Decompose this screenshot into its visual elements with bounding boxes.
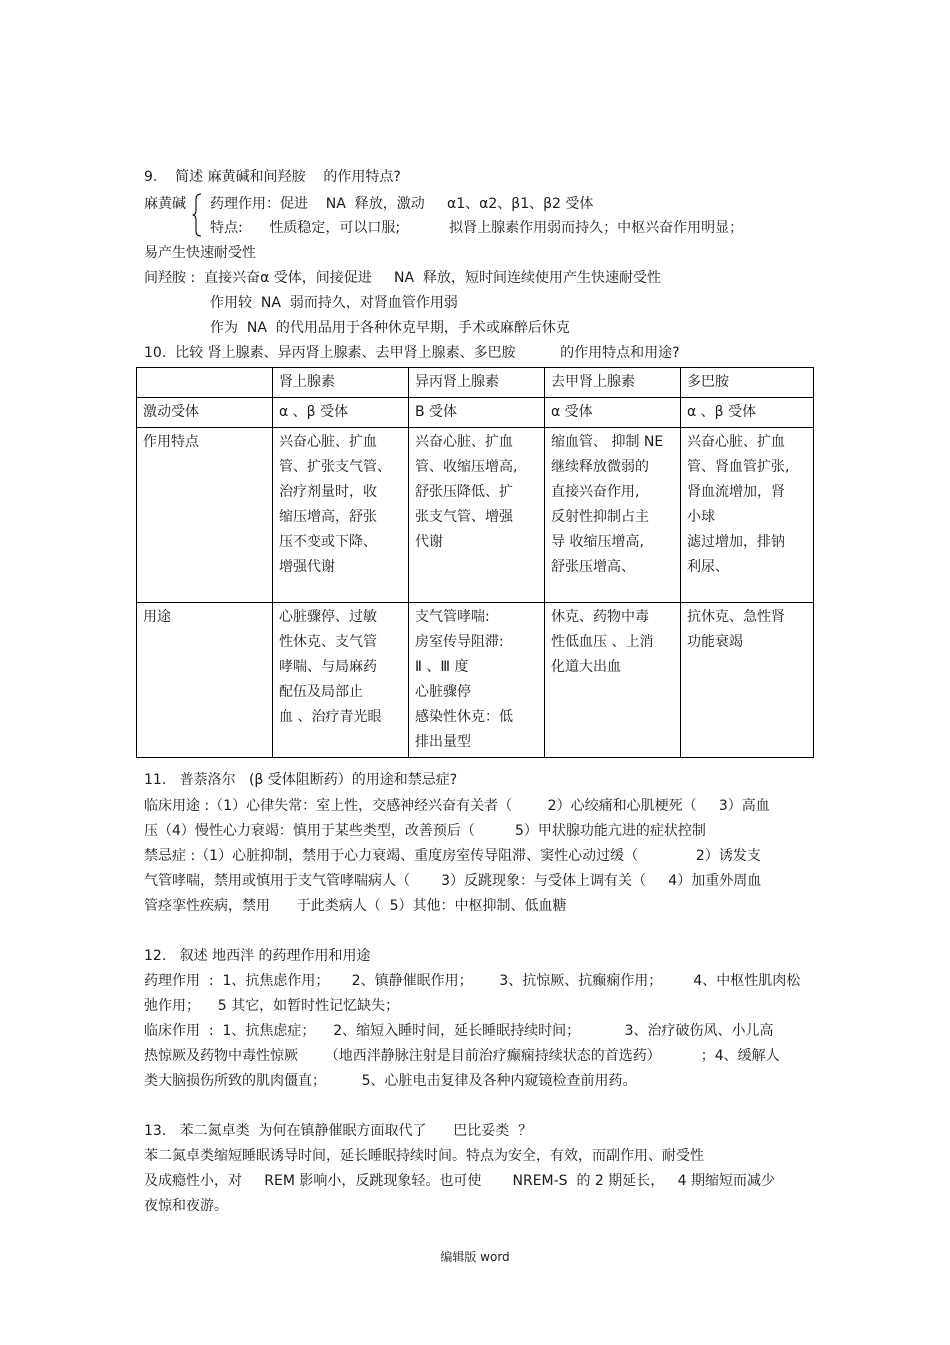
curly-brace-icon [192,193,202,237]
table-cell: α 受体 [545,398,681,428]
q9-line6: 作为 NA 的代用品用于各种休克早期，手术或麻醉后休克 [210,320,570,336]
comparison-table [136,367,814,758]
table-cell: 兴奋心脏、扩血 管、扩张支气管、 治疗剂量时，收 缩压增高，舒张 压不变或下降、 增强代谢 [273,428,409,603]
q13-line1: 苯二氮卓类缩短睡眠诱导时间，延长睡眠持续时间。特点为安全，有效，而副作用、耐受性 [144,1148,704,1164]
q9-line2: 特点: 性质稳定，可以口服; 拟肾上腺素作用弱而持久；中枢兴奋作用明显； [210,220,744,236]
q11-title: 11. 普萘洛尔 (β 受体阻断药）的用途和禁忌症? [144,772,458,788]
table-header-cell: 肾上腺素 [273,368,409,398]
q9-line4: 间羟胺 : 直接兴奋α 受体，间接促进 NA 释放，短时间连续使用产生快速耐受性 [144,270,661,286]
table-header-row [137,368,814,398]
table-cell: 缩血管、 抑制 NE 继续释放微弱的 直接兴奋作用, 反射性抑制占主 导 收缩压增高, 舒张压增高、 [545,428,681,603]
q12-line4: 热惊厥及药物中毒性惊厥 （地西泮静脉注射是目前治疗癫痫持续状态的首选药） ；4、缓解人 [144,1048,780,1064]
table-row [137,603,814,758]
q9-line1: 药理作用：促进 NA 释放，激动 α1、α2、β1、β2 受体 [210,196,594,212]
q12-line1: 药理作用 : 1、抗焦虑作用； 2、镇静催眠作用； 3、抗惊厥、抗癫痫作用； 4、中枢性肌肉松 [144,973,801,989]
table-row [137,398,814,428]
table-cell: 休克、药物中毒 性低血压 、上消 化道大出血 [545,603,681,758]
q10-title: 10. 比较 肾上腺素、异丙肾上腺素、去甲肾上腺素、多巴胺 的作用特点和用途? [144,345,680,361]
row-label: 用途 [137,603,273,758]
q9-line3: 易产生快速耐受性 [144,245,256,261]
table-cell: 支气管哮喘: 房室传导阻滞: Ⅱ 、Ⅲ 度 心脏骤停 感染性休克：低 排出量型 [409,603,545,758]
q11-line5: 管痉挛性疾病，禁用 于此类病人（ 5）其他：中枢抑制、低血糖 [144,898,567,914]
q13-title: 13. 苯二氮卓类 为何在镇静催眠方面取代了 巴比妥类 ？ [144,1123,533,1139]
table-header-cell: 去甲肾上腺素 [545,368,681,398]
table-header-cell: 多巴胺 [681,368,814,398]
q11-line1: 临床用途 :（1）心律失常：室上性，交感神经兴奋有关者（ 2）心绞痛和心肌梗死（ 3）高血 [144,798,770,814]
table-cell: Β 受体 [409,398,545,428]
table-cell: 心脏骤停、过敏 性休克、支气管 哮喘、与局麻药 配伍及局部止 血 、治疗青光眼 [273,603,409,758]
q11-line3: 禁忌症 :（1）心脏抑制，禁用于心力衰竭、重度房室传导阻滞、窦性心动过缓（ 2）诱发支 [144,848,761,864]
q9-line5: 作用较 NA 弱而持久，对肾血管作用弱 [210,295,458,311]
row-label: 激动受体 [137,398,273,428]
q12-line2: 弛作用； 5 其它，如暂时性记忆缺失； [144,998,400,1014]
q11-line2: 压（4）慢性心力衰竭：慎用于某些类型，改善预后（ 5）甲状腺功能亢进的症状控制 [144,823,706,839]
q9-ephedrine-label: 麻黄碱 [144,196,186,212]
q13-line3: 夜惊和夜游。 [144,1198,228,1214]
q9-title: 9. 简述 麻黄碱和间羟胺 的作用特点? [144,169,401,185]
q12-title: 12. 叙述 地西泮 的药理作用和用途 [144,948,371,964]
table-cell: 兴奋心脏、扩血 管、肾血管扩张, 肾血流增加，肾 小球 滤过增加，排钠 利尿、 [681,428,814,603]
table-header-cell: 异丙肾上腺素 [409,368,545,398]
page-footer: 编辑版 word [440,1250,510,1264]
row-label: 作用特点 [137,428,273,603]
q12-line3: 临床作用 : 1、抗焦虑症； 2、缩短入睡时间，延长睡眠持续时间； 3、治疗破伤风、小儿高 [144,1023,774,1039]
table-cell: α 、β 受体 [273,398,409,428]
q12-line5: 类大脑损伤所致的肌肉僵直； 5、心脏电击复律及各种内窥镜检查前用药。 [144,1073,637,1089]
q13-line2: 及成瘾性小，对 REM 影响小，反跳现象轻。也可使 NREM-S 的 2 期延长， 4 期缩短而减少 [144,1173,775,1189]
table-row [137,428,814,603]
q11-line4: 气管哮喘，禁用或慎用于支气管哮喘病人（ 3）反跳现象：与受体上调有关（ 4）加重外周血 [144,873,762,889]
table-cell: 抗休克、急性肾 功能衰竭 [681,603,814,758]
table-cell: 兴奋心脏、扩血 管、收缩压增高, 舒张压降低、扩 张支气管、增强 代谢 [409,428,545,603]
table-cell: α 、β 受体 [681,398,814,428]
table-header-cell [137,368,273,398]
